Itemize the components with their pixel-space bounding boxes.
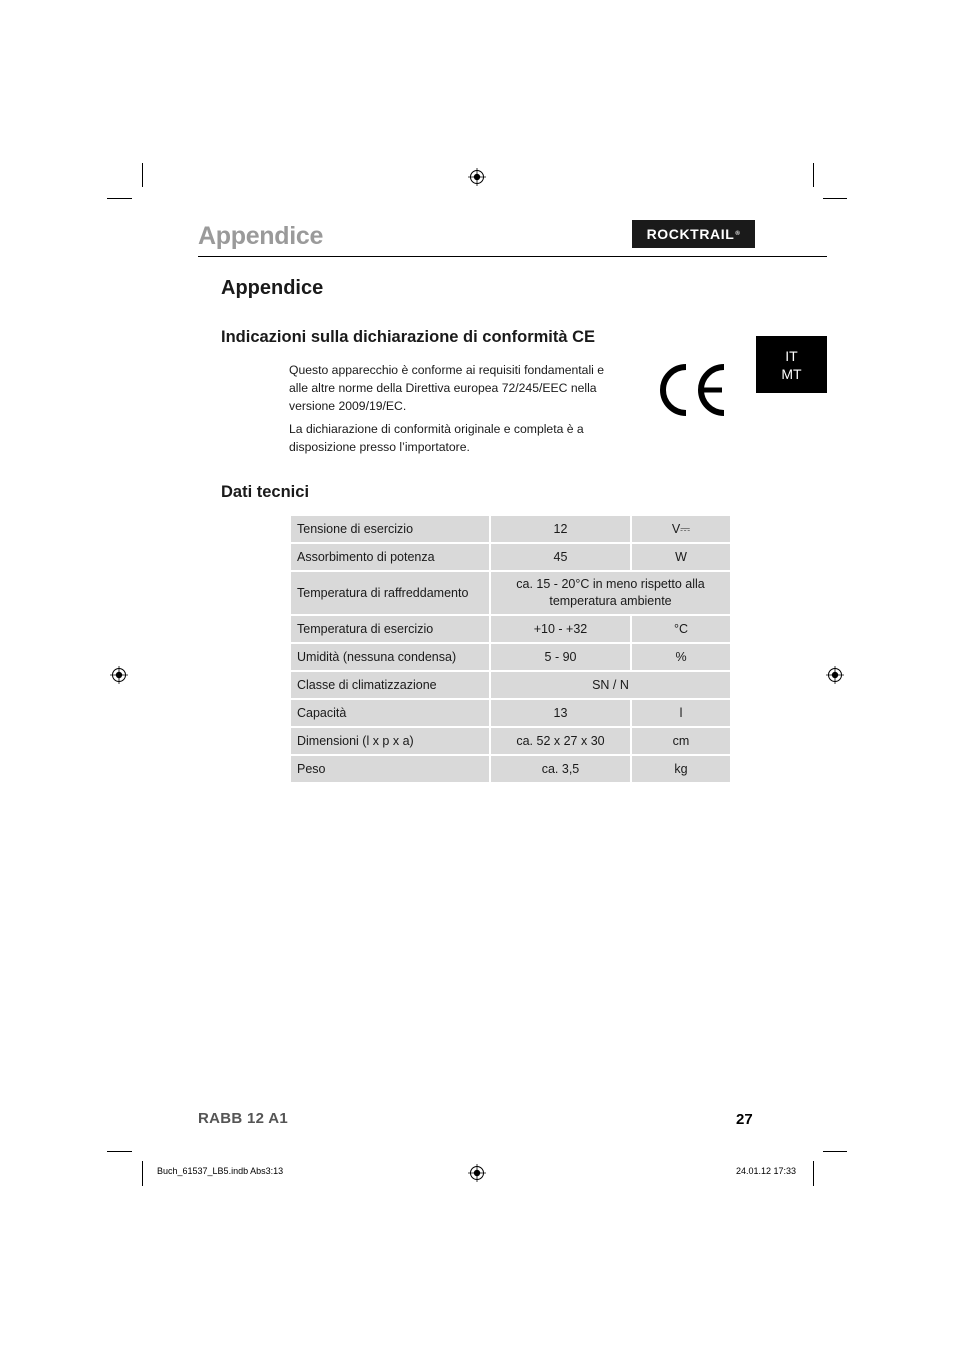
row-value: ca. 3,5 — [491, 756, 630, 782]
text-line: Questo apparecchio è conforme ai requisiti fondamentali e — [289, 363, 605, 377]
row-label: Temperatura di raffreddamento — [291, 572, 489, 614]
registration-mark-icon — [468, 168, 486, 186]
page-title: Appendice — [221, 277, 324, 299]
row-label: Temperatura di esercizio — [291, 616, 489, 642]
row-value: 13 — [491, 700, 630, 726]
footer-model-name: RABB 12 A1 — [198, 1110, 288, 1127]
row-unit: l — [632, 700, 730, 726]
value-line: ca. 15 - 20°C in meno rispetto alla — [516, 577, 705, 591]
row-value — [491, 572, 730, 614]
language-tab — [756, 336, 827, 393]
language-code: IT — [785, 347, 798, 364]
text-line: versione 2009/19/EC. — [289, 399, 407, 413]
ce-paragraph-2 — [289, 420, 629, 456]
crop-mark — [823, 1151, 847, 1152]
ce-paragraph-1 — [289, 361, 629, 415]
table-row — [291, 616, 730, 642]
table-row — [291, 544, 730, 570]
registration-mark-icon — [110, 666, 128, 684]
brand-registered-mark: ® — [735, 231, 741, 237]
row-label: Classe di climatizzazione — [291, 672, 489, 698]
row-value: +10 - +32 — [491, 616, 630, 642]
row-label: Peso — [291, 756, 489, 782]
brand-name: ROCKTRAIL — [646, 226, 735, 242]
table-row — [291, 516, 730, 542]
crop-mark — [142, 1161, 143, 1186]
row-unit: % — [632, 644, 730, 670]
text-line: alle altre norme della Direttiva europea 72/245/EEC nella — [289, 381, 597, 395]
row-unit: °C — [632, 616, 730, 642]
header-rule — [198, 256, 827, 257]
crop-mark — [107, 198, 132, 199]
tech-data-table — [289, 514, 732, 784]
row-label: Tensione di esercizio — [291, 516, 489, 542]
row-label: Capacità — [291, 700, 489, 726]
row-unit: kg — [632, 756, 730, 782]
table-row — [291, 728, 730, 754]
brand-logo — [632, 220, 755, 248]
registration-mark-icon — [468, 1164, 486, 1182]
row-unit: W — [632, 544, 730, 570]
running-title: Appendice — [198, 222, 324, 250]
table-row — [291, 644, 730, 670]
crop-mark — [813, 163, 814, 187]
tech-section-heading: Dati tecnici — [221, 483, 310, 501]
ce-section-heading: Indicazioni sulla dichiarazione di conformità CE — [221, 328, 596, 346]
row-value: SN / N — [491, 672, 730, 698]
page-number: 27 — [736, 1111, 753, 1128]
language-code: MT — [781, 365, 802, 382]
table-row — [291, 756, 730, 782]
text-line: disposizione presso l’importatore. — [289, 440, 470, 454]
crop-mark — [142, 163, 143, 187]
row-unit: cm — [632, 728, 730, 754]
table-row — [291, 572, 730, 614]
row-label: Umidità (nessuna condensa) — [291, 644, 489, 670]
row-value: 12 — [491, 516, 630, 542]
ce-mark-icon — [656, 364, 728, 416]
print-slug-left: Buch_61537_LB5.indb Abs3:13 — [157, 1166, 284, 1176]
text-line: La dichiarazione di conformità originale e completa è a — [289, 422, 584, 436]
table-row — [291, 672, 730, 698]
table-row — [291, 700, 730, 726]
row-label: Dimensioni (l x p x a) — [291, 728, 489, 754]
crop-mark — [813, 1161, 814, 1186]
row-label: Assorbimento di potenza — [291, 544, 489, 570]
value-line: temperatura ambiente — [549, 594, 672, 608]
row-value: 5 - 90 — [491, 644, 630, 670]
row-value: 45 — [491, 544, 630, 570]
row-unit: V⎓ — [632, 516, 730, 542]
print-slug-right: 24.01.12 17:33 — [736, 1166, 797, 1176]
crop-mark — [823, 198, 847, 199]
row-value: ca. 52 x 27 x 30 — [491, 728, 630, 754]
registration-mark-icon — [826, 666, 844, 684]
crop-mark — [107, 1151, 132, 1152]
